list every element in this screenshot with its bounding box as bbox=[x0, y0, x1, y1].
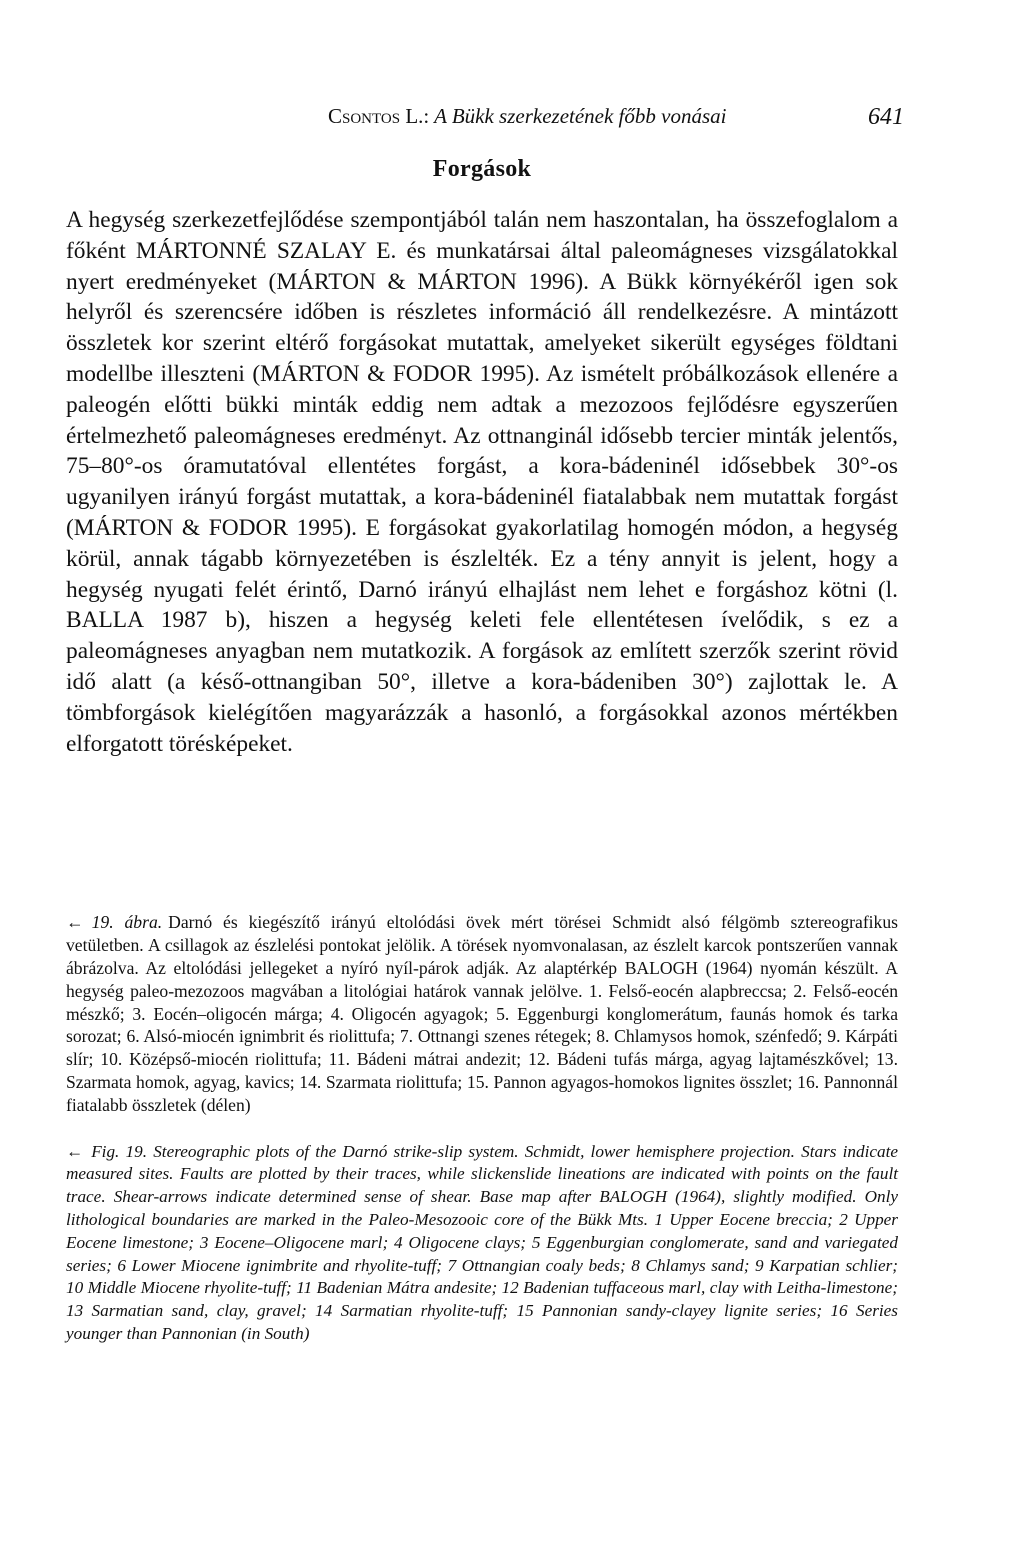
running-head bbox=[66, 104, 904, 144]
running-head-text bbox=[328, 104, 726, 129]
section-title: Forgások bbox=[432, 156, 532, 182]
left-arrow-icon: ← bbox=[66, 1141, 84, 1161]
left-arrow-icon: ← bbox=[66, 912, 84, 933]
running-head-title: A Bükk szerkezetének főbb vonásai bbox=[434, 104, 727, 128]
page-number: 641 bbox=[868, 104, 904, 130]
document-page bbox=[66, 104, 904, 1346]
figure-caption-text-english: Stereographic plots of the Darnó strike-slip system. Schmidt, lower hemisphere projection. Stars indicate measured sites. Faults are plotted by their traces, while slickenslide lineations are indicated with points on the fault trace. Shear-arrows indicate determined sense of shear. Base map after BALOGH (1964), slightly modified. Only lithological boundaries are marked in the Paleo-Mesozooic core of the Bükk Mts. 1 Upper Eocene breccia; 2 Upper Eocene limestone; 3 Eocene–Oligocene marl; 4 Oligocene clays; 5 Eggenburgian conglomerate, sand and variegated series; 6 Lower Miocene ignimbrite and rhyolite-tuff; 7 Ottnangian coaly beds; 8 Chlamys sand; 9 Karpatian schlier; 10 Middle Miocene rhyolite-tuff; 11 Badenian Mátra andesite; 12 Badenian tuffaceous marl, clay with Leitha-limestone; 13 Sarmatian sand, clay, gravel; 14 Sarmatian rhyolite-tuff; 15 Pannonian sandy-clayey lignite series; 16 Series younger than Pannonian (in South) bbox=[66, 1141, 899, 1343]
figure-label-hungarian: 19. ábra. bbox=[91, 912, 163, 933]
figure-label-english: Fig. 19. bbox=[91, 1141, 148, 1161]
figure-caption-text-hungarian: Darnó és kiegészítő irányú eltolódási övek mért törései Schmidt alsó félgömb sztereografikus vetületben. A csillagok az észlelési pontokat jelölik. A törések nyomvonalasan, az észlelt karcok pontszerűen vannak ábrázolva. Az eltolódási jellegeket a nyíró nyíl-párok adják. Az alaptérkép BALOGH (1964) nyomán készült. A hegység paleo-mezozoos magvában a litológiai határok vannak jelölve. 1. Felső-eocén alapbreccsa; 2. Felső-eocén mészkő; 3. Eocén–oligocén márga; 4. Oligocén agyagok; 5. Eggenburgi konglomerátum, faunás homok és tarka sorozat; 6. Alsó-miocén ignimbrit és riolittufa; 7. Ottnangi szenes rétegek; 8. Chlamysos homok, szénfedő; 9. Kárpáti slír; 10. Középső-miocén riolittufa; 11. Bádeni mátrai andezit; 12. Bádeni tufás márga, agyag lajtamészkővel; 13. Szarmata homok, agyag, kavics; 14. Szarmata riolittufa; 15. Pannon agyagos-homokos lignites összlet; 16. Pannonnál fiatalabb összletek (délen) bbox=[66, 912, 899, 1115]
body-paragraph: A hegység szerkezetfejlődése szempontjából talán nem haszontalan, ha összefoglalom a főként MÁRTONNÉ SZALAY E. és munkatársai által paleomágneses vizsgálatokkal nyert eredményeket (MÁRTON & MÁRTON 1996). A Bükk környékéről igen sok helyről és szerencsére időben is részletes információ áll rendelkezésre. A mintázott összletek kor szerint eltérő forgásokat mutattak, amelyeket sikerült egységes földtani modellbe illeszteni (MÁRTON & FODOR 1995). Az ismételt próbálkozások ellenére a paleogén előtti bükki minták eddig nem adtak a mezozoos fejlődésre egyszerűen értelmezhető paleomágneses eredményt. Az ottnanginál idősebb tercier minták jelentős, 75–80°-os óramutatóval ellentétes forgást, a kora-bádeninél idősebbek 30°-os ugyanilyen irányú forgást mutattak, a kora-bádeninél fiatalabbak nem mutattak forgást (MÁRTON & FODOR 1995). E forgásokat gyakorlatilag homogén módon, a hegység körül, annak tágabb környezetében is észlelték. Ez a tény annyit is jelent, hogy a hegység nyugati felét érintő, Darnó irányú elhajlást nem lehet e forgáshoz kötni (l. BALLA 1987 b), hiszen a hegység keleti fele ellentétesen ívelődik, s ez a paleomágneses anyagban nem mutatkozik. A forgások az említett szerzők szerint rövid idő alatt (a késő-ottnangiban 50°, illetve a kora-bádeniben 30°) zajlottak le. A tömbforgások kielégítően magyarázzák a hasonló, a forgásokkal azonos mértékben elforgatott törésképeket. bbox=[66, 207, 898, 757]
figure-caption-hungarian bbox=[66, 911, 898, 1116]
figure-caption-english bbox=[66, 1141, 898, 1346]
running-head-author: Csontos L.: bbox=[328, 104, 430, 128]
